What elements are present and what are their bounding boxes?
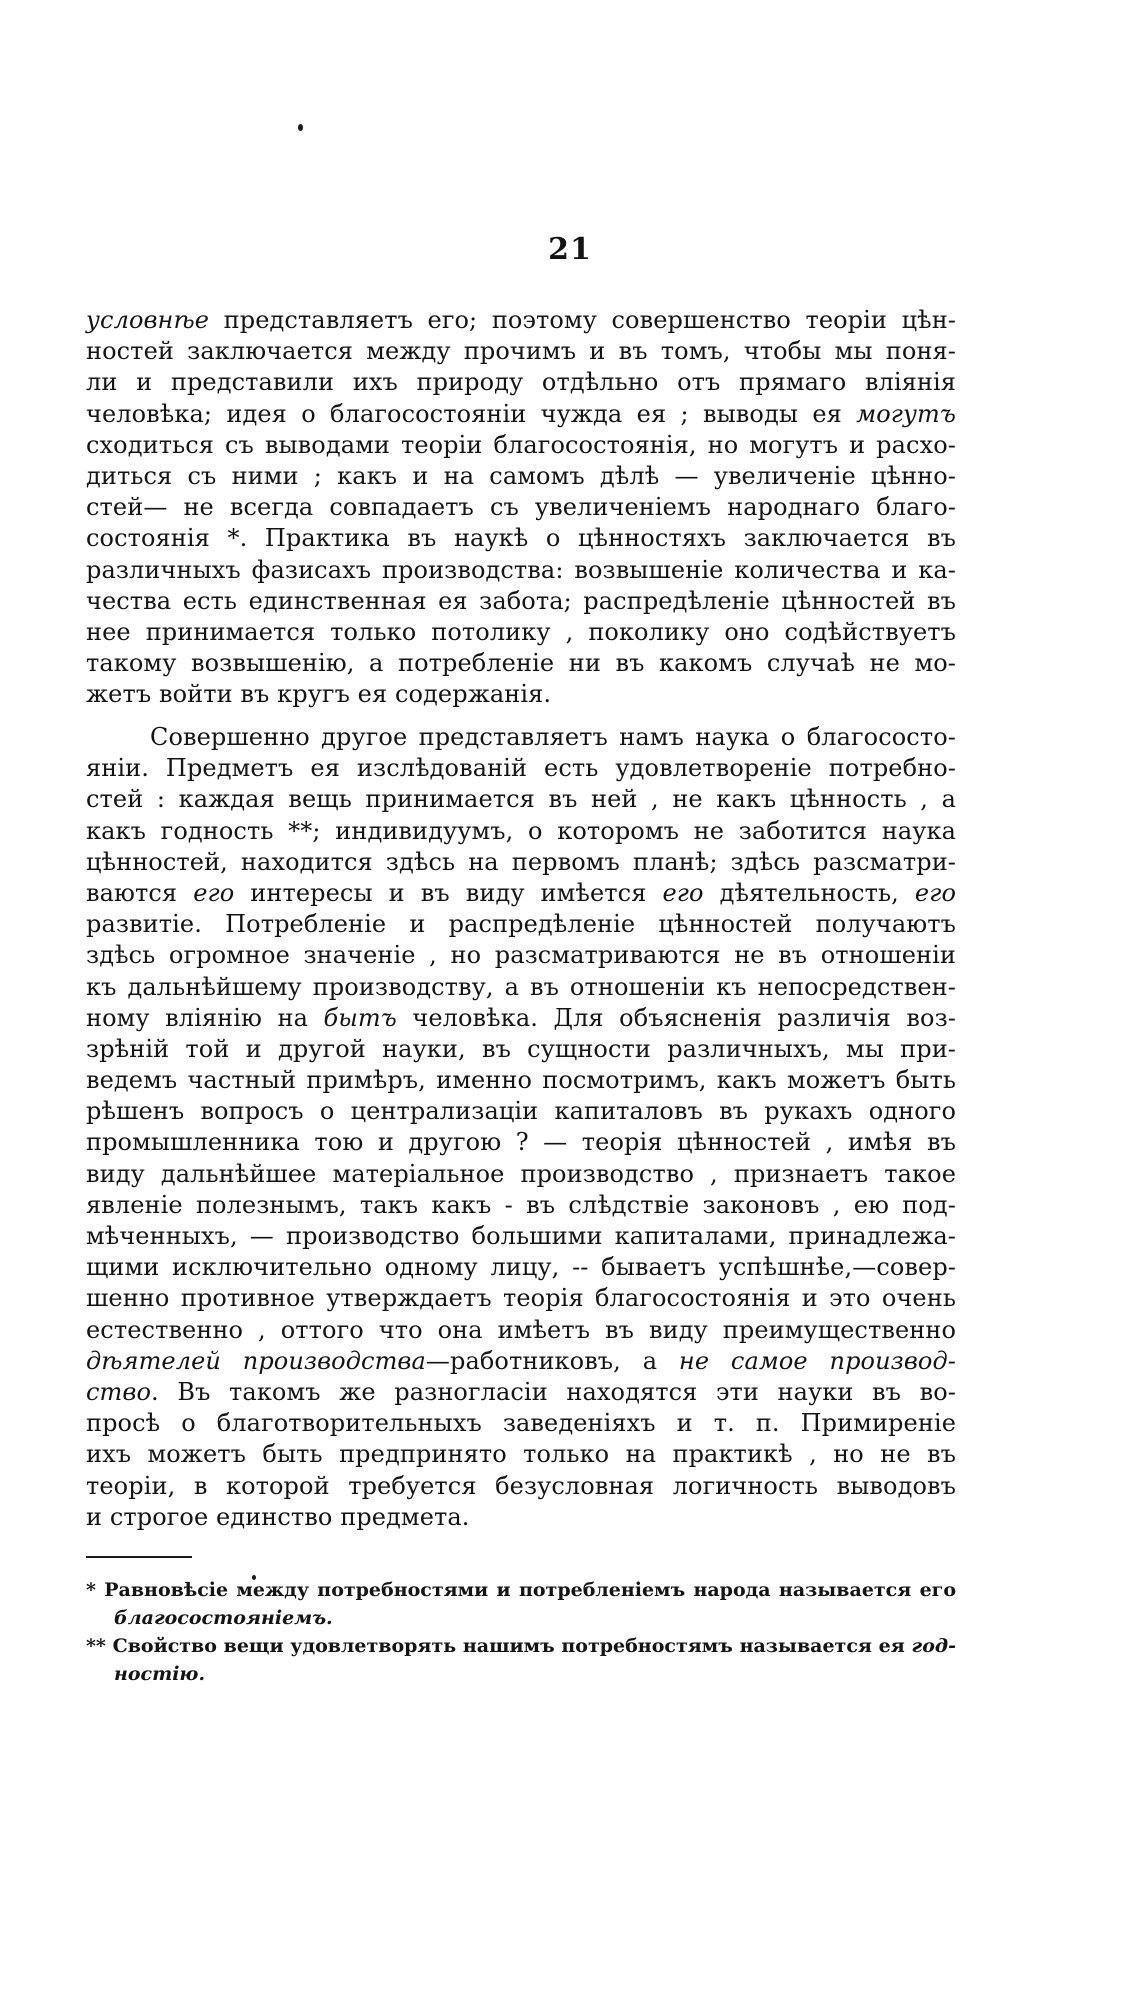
paragraph2-line <box>86 909 956 940</box>
text-run: ному вліянію на <box>86 1003 324 1032</box>
text-run: просѣ о благотворительныхъ заведеніяхъ и т. п. Примиреніе <box>86 1409 956 1438</box>
text-run: Совершенно другое представляетъ намъ наука о благососто- <box>150 723 956 751</box>
paragraph1-line <box>86 492 956 523</box>
text-run: рѣшенъ вопросъ о централизаціи капиталовъ въ рукахъ одного <box>86 1097 956 1126</box>
text-run: цѣнностей, находится здѣсь на первомъ планѣ; здѣсь разсматри- <box>86 847 956 876</box>
italic-text: дѣятелей производства <box>86 1346 426 1375</box>
text-run: . Въ такомъ же разногласіи находятся эти науки въ во- <box>151 1377 956 1406</box>
paragraph2-line <box>86 1065 956 1096</box>
text-run: шенно противное утверждаетъ теорія благосостоянія и это очень <box>86 1284 956 1313</box>
text-run: ли и представили ихъ природу отдѣльно отъ прямаго вліянія <box>86 368 956 397</box>
paragraph1-line <box>86 430 956 461</box>
text-run: здѣсь огромное значеніе , но разсматриваются не въ отношеніи <box>86 941 956 970</box>
text-run: человѣка. Для объясненія различія воз- <box>396 1003 956 1032</box>
paragraph2-line <box>86 972 956 1003</box>
text-run: —работниковъ, а <box>425 1346 679 1375</box>
italic-text: его <box>193 878 235 907</box>
text-run: стей— не всегда совпадаетъ съ увеличеніемъ народнаго благо- <box>86 493 956 522</box>
italic-text: бытъ <box>323 1003 397 1032</box>
text-run: интересы и въ виду имѣется <box>234 878 663 907</box>
text-run: чества есть единственная ея забота; распредѣленіе цѣнностей въ <box>86 586 956 615</box>
paragraph2-line <box>86 1346 956 1377</box>
paragraph2-line <box>86 847 956 878</box>
text-run: яніи. Предметъ ея изслѣдованій есть удовлетвореніе потребно- <box>86 754 956 783</box>
paragraph2-line <box>86 1190 956 1221</box>
text-run: * Равновѣсіе между потребностями и потребленіемъ народа называется его <box>86 1579 956 1601</box>
paragraph-2 <box>86 722 956 1533</box>
italic-text: ностію. <box>114 1663 206 1685</box>
text-run: виду дальнѣйшее матеріальное производство , признаетъ такое <box>86 1159 956 1188</box>
text-run: къ дальнѣйшему производству, а въ отношеніи къ непосредствен- <box>86 972 956 1001</box>
footnotes-line <box>86 1660 956 1688</box>
paragraph1-line <box>86 586 956 617</box>
paragraph2-line <box>86 1159 956 1190</box>
paragraph-1 <box>86 305 956 710</box>
text-run: промышленника тою и другою ? — теорія цѣнностей , имѣя въ <box>86 1128 956 1157</box>
paragraph2-line <box>86 722 956 753</box>
text-run: мѣченныхъ, — производство большими капиталами, принадлежа- <box>86 1222 956 1250</box>
paragraph2-line <box>86 940 956 971</box>
text-run: сходиться съ выводами теоріи благосостоянія, но могутъ и расхо- <box>86 430 956 459</box>
paragraph2-line <box>86 1283 956 1314</box>
paragraph2-line <box>86 1252 956 1283</box>
footnotes-line <box>86 1576 956 1604</box>
paragraph1-line <box>86 679 956 710</box>
italic-text: не самое производ- <box>678 1346 956 1375</box>
paragraph2-line <box>86 1221 956 1252</box>
text-run: ихъ можетъ быть предпринято только на практикѣ , но не въ <box>86 1440 956 1469</box>
paragraph2-line <box>86 1471 956 1502</box>
paragraph2-line <box>86 784 956 815</box>
paragraph2-line <box>86 753 956 784</box>
paragraph2-line <box>86 1127 956 1158</box>
paragraph2-line <box>86 1034 956 1065</box>
paragraph1-line <box>86 523 956 554</box>
paragraph1-line <box>86 555 956 586</box>
paragraph1-line <box>86 336 956 367</box>
paragraph1-line <box>86 617 956 648</box>
text-run: зрѣній той и другой науки, въ сущности различныхъ, мы при- <box>86 1034 956 1063</box>
paragraph2-line <box>86 816 956 847</box>
paragraph2-line <box>86 878 956 909</box>
paragraph2-line <box>86 1408 956 1439</box>
text-run: щими исключительно одному лицу, -- бываетъ успѣшнѣе,—совер- <box>86 1253 956 1282</box>
italic-text: его <box>662 878 704 907</box>
italic-text: условнѣе <box>86 306 210 334</box>
text-run: стей : каждая вещь принимается въ ней , не какъ цѣнность , а <box>86 785 956 814</box>
paragraph2-line <box>86 1377 956 1408</box>
page-number: 21 <box>548 232 592 267</box>
text-run: естественно , оттого что она имѣетъ въ виду преимущественно <box>86 1315 956 1344</box>
text-run: явленіе полезнымъ, такъ какъ - въ слѣдствіе законовъ , ею под- <box>86 1190 956 1219</box>
paragraph1-line <box>86 399 956 430</box>
italic-text: ство <box>86 1377 152 1406</box>
paragraph1-line <box>86 461 956 492</box>
text-run: ** Свойство вещи удовлетворять нашимъ потребностямъ называется ея <box>86 1635 912 1657</box>
text-run: представляетъ его; поэтому совершенство теоріи цѣн- <box>209 306 956 334</box>
print-speck <box>298 124 303 131</box>
footnotes-line <box>86 1632 956 1660</box>
paragraph2-line <box>86 1502 956 1533</box>
paragraph2-line <box>86 1096 956 1127</box>
footnote-separator <box>86 1556 192 1558</box>
text-run: ведемъ частный примѣръ, именно посмотримъ, какъ можетъ быть <box>86 1066 956 1095</box>
text-run: диться съ ними ; какъ и на самомъ дѣлѣ — увеличеніе цѣнно- <box>86 461 956 490</box>
paragraph2-line <box>86 1439 956 1470</box>
paragraph2-line <box>86 1003 956 1034</box>
paragraph2-line <box>86 1315 956 1346</box>
text-run: теоріи, в которой требуется безусловная логичность выводовъ <box>86 1471 956 1500</box>
paragraph1-line <box>86 305 956 336</box>
footnotes <box>86 1576 956 1688</box>
text-run: жетъ войти въ кругъ ея содержанія. <box>86 680 552 709</box>
text-run: нее принимается только потолику , поколику оно содѣйствуетъ <box>86 617 956 646</box>
text-run: различныхъ фазисахъ производства: возвышеніе количества и ка- <box>86 555 956 584</box>
text-run: человѣка; идея о благосостояніи чужда ея ; выводы ея <box>86 399 857 428</box>
text-run: такому возвышенію, а потребленіе ни въ какомъ случаѣ не мо- <box>86 649 956 678</box>
italic-text: его <box>914 878 957 907</box>
paragraph1-line <box>86 367 956 398</box>
italic-text: могутъ <box>856 399 956 428</box>
text-run: и строгое единство предмета. <box>86 1502 470 1531</box>
text-run: ваются <box>86 878 194 907</box>
text-run: какъ годность **; индивидуумъ, о которомъ не заботится наука <box>86 816 956 845</box>
text-run: развитіе. Потребленіе и распредѣленіе цѣнностей получаютъ <box>86 910 956 939</box>
text-run: дѣятельность, <box>703 878 915 907</box>
text-run: состоянія *. Практика въ наукѣ о цѣнностяхъ заключается въ <box>86 524 956 553</box>
italic-text: год- <box>911 1635 956 1657</box>
italic-text: благосостояніемъ. <box>114 1607 333 1629</box>
paragraph1-line <box>86 648 956 679</box>
text-run: ностей заключается между прочимъ и въ томъ, чтобы мы поня- <box>86 337 956 366</box>
footnotes-line <box>86 1604 956 1632</box>
